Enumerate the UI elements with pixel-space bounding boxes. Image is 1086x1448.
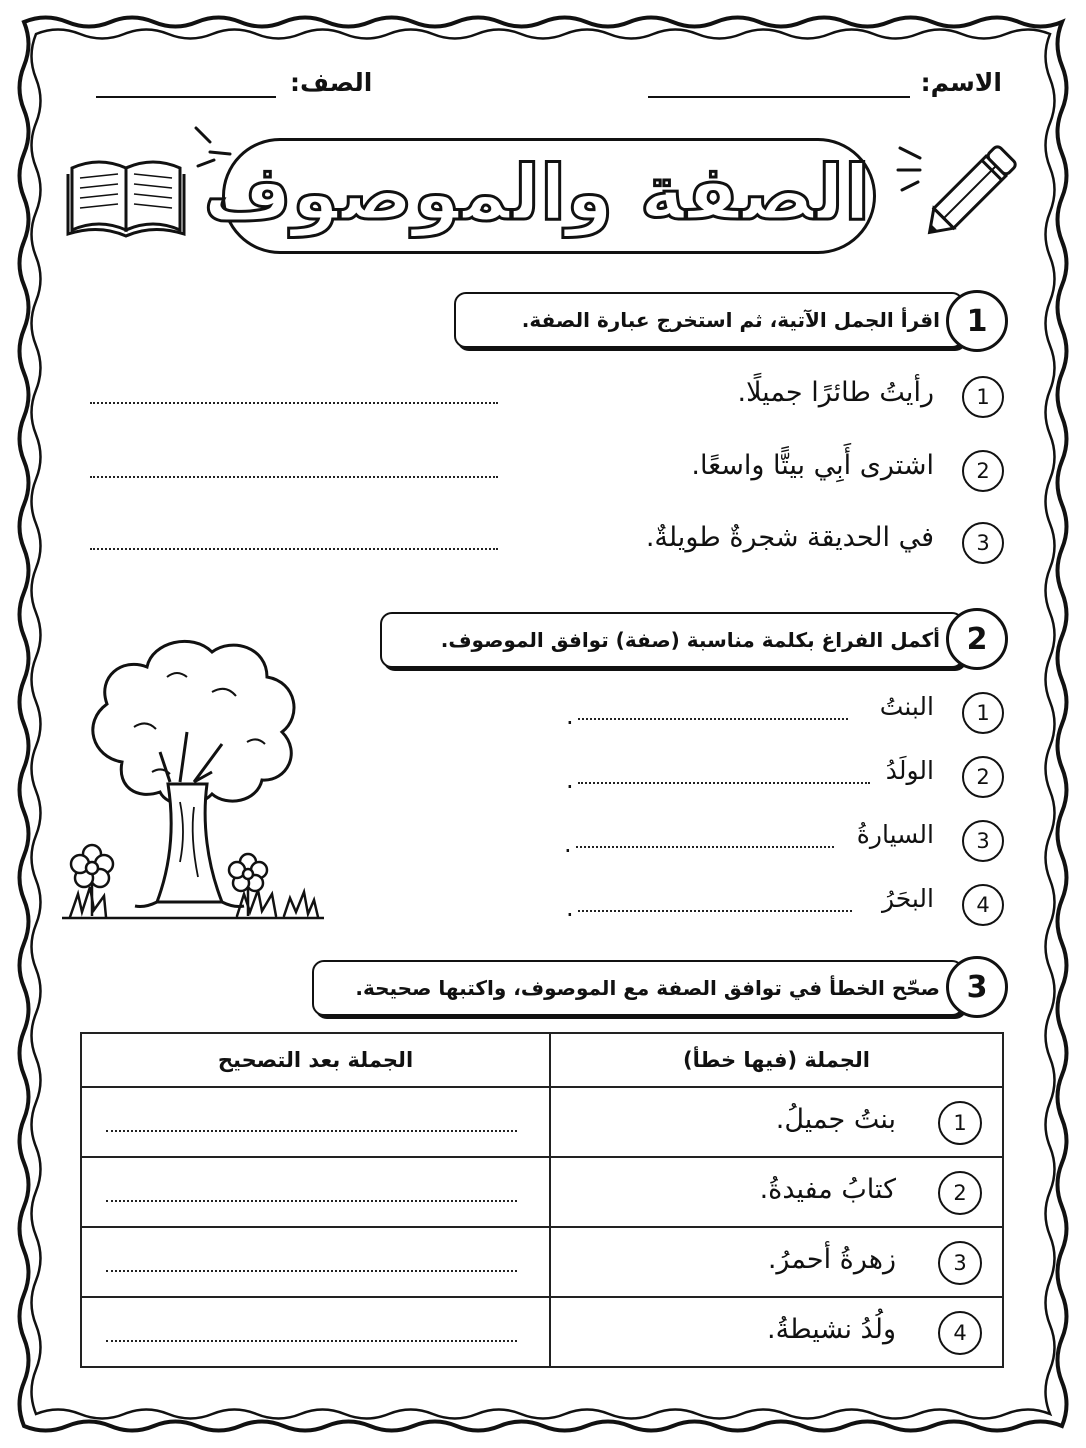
s3-row4-answer[interactable] xyxy=(106,1340,517,1342)
s2-item2-answer[interactable] xyxy=(578,782,870,784)
s2-item4-answer[interactable] xyxy=(578,910,852,912)
col-header-wrong: الجملة (فيها خطأ) xyxy=(550,1033,1003,1087)
s3-row1-text: بنتُ جميلُ. xyxy=(775,1104,896,1135)
class-label: الصف: xyxy=(290,68,373,97)
class-line[interactable] xyxy=(96,96,276,98)
s1-item1-answer[interactable] xyxy=(90,402,498,404)
s1-item2-answer[interactable] xyxy=(90,476,498,478)
s2-item2-period: . xyxy=(566,766,574,794)
correction-table xyxy=(80,1032,1004,1368)
section2-badge: 2 xyxy=(946,608,1008,670)
name-line[interactable] xyxy=(648,96,910,98)
s3-row1-number: 1 xyxy=(938,1101,982,1145)
s2-item4-text: البحَرُ xyxy=(881,884,934,913)
s2-item2-number: 2 xyxy=(962,756,1004,798)
wrong-sentence-cell xyxy=(550,1297,1003,1367)
s3-row4-number: 4 xyxy=(938,1311,982,1355)
s2-item3-text: السيارةُ xyxy=(856,820,934,849)
section1-instruction xyxy=(454,292,964,348)
section1-badge: 1 xyxy=(946,290,1008,352)
table-header-row xyxy=(81,1033,1003,1087)
s1-item2-text: اشترى أَبِي بيتًّا واسعًا. xyxy=(691,450,934,481)
corrected-sentence-cell[interactable] xyxy=(81,1227,550,1297)
s1-item3-text: في الحديقة شجرةٌ طويلةٌ. xyxy=(645,522,934,553)
page-title: الصفة والموصوف xyxy=(203,148,870,237)
s2-item1-number: 1 xyxy=(962,692,1004,734)
section3-badge: 3 xyxy=(946,956,1008,1018)
s3-row3-number: 3 xyxy=(938,1241,982,1285)
section2-instruction xyxy=(380,612,964,668)
col-header-correct: الجملة بعد التصحيح xyxy=(81,1033,550,1087)
s2-item2-text: الولَدُ xyxy=(885,756,934,785)
s3-row3-text: زهرةُ أحمرُ. xyxy=(767,1244,896,1275)
s1-item2-number: 2 xyxy=(962,450,1004,492)
name-label: الاسم: xyxy=(920,68,1002,97)
s3-row1-answer[interactable] xyxy=(106,1130,517,1132)
s3-row2-text: كتابُ مفيدةُ. xyxy=(759,1174,896,1205)
s2-item1-period: . xyxy=(566,702,574,730)
s2-item1-text: البنتُ xyxy=(879,692,934,721)
s2-item4-number: 4 xyxy=(962,884,1004,926)
s1-item3-answer[interactable] xyxy=(90,548,498,550)
corrected-sentence-cell[interactable] xyxy=(81,1297,550,1367)
s2-item3-period: . xyxy=(564,830,572,858)
book-icon xyxy=(64,138,194,238)
corrected-sentence-cell[interactable] xyxy=(81,1087,550,1157)
s2-item4-period: . xyxy=(566,894,574,922)
table-row xyxy=(81,1227,1003,1297)
s3-row3-answer[interactable] xyxy=(106,1270,517,1272)
corrected-sentence-cell[interactable] xyxy=(81,1157,550,1227)
table-row xyxy=(81,1087,1003,1157)
s3-row2-answer[interactable] xyxy=(106,1200,517,1202)
flower-icon xyxy=(71,845,113,916)
s1-item1-text: رأيتُ طائرًا جميلًا. xyxy=(737,377,934,408)
table-row xyxy=(81,1297,1003,1367)
pencil-icon xyxy=(912,132,1032,247)
tree-icon xyxy=(62,632,324,922)
section3-instruction xyxy=(312,960,964,1016)
s1-item3-number: 3 xyxy=(962,522,1004,564)
table-row xyxy=(81,1157,1003,1227)
s1-item1-number: 1 xyxy=(962,376,1004,418)
s2-item1-answer[interactable] xyxy=(578,718,848,720)
section3-instruction-text: صحّح الخطأ في توافق الصفة مع الموصوف، واكتبها صحيحة. xyxy=(355,976,940,1000)
s3-row4-text: ولُدُ نشيطةُ. xyxy=(767,1314,896,1345)
s2-item3-number: 3 xyxy=(962,820,1004,862)
wrong-sentence-cell xyxy=(550,1157,1003,1227)
section2-instruction-text: أكمل الفراغ بكلمة مناسبة (صفة) توافق الموصوف. xyxy=(440,628,940,652)
s3-row2-number: 2 xyxy=(938,1171,982,1215)
section1-instruction-text: اقرأ الجمل الآتية، ثم استخرج عبارة الصفة. xyxy=(521,308,940,332)
s2-item3-answer[interactable] xyxy=(576,846,834,848)
wrong-sentence-cell xyxy=(550,1227,1003,1297)
wrong-sentence-cell xyxy=(550,1087,1003,1157)
